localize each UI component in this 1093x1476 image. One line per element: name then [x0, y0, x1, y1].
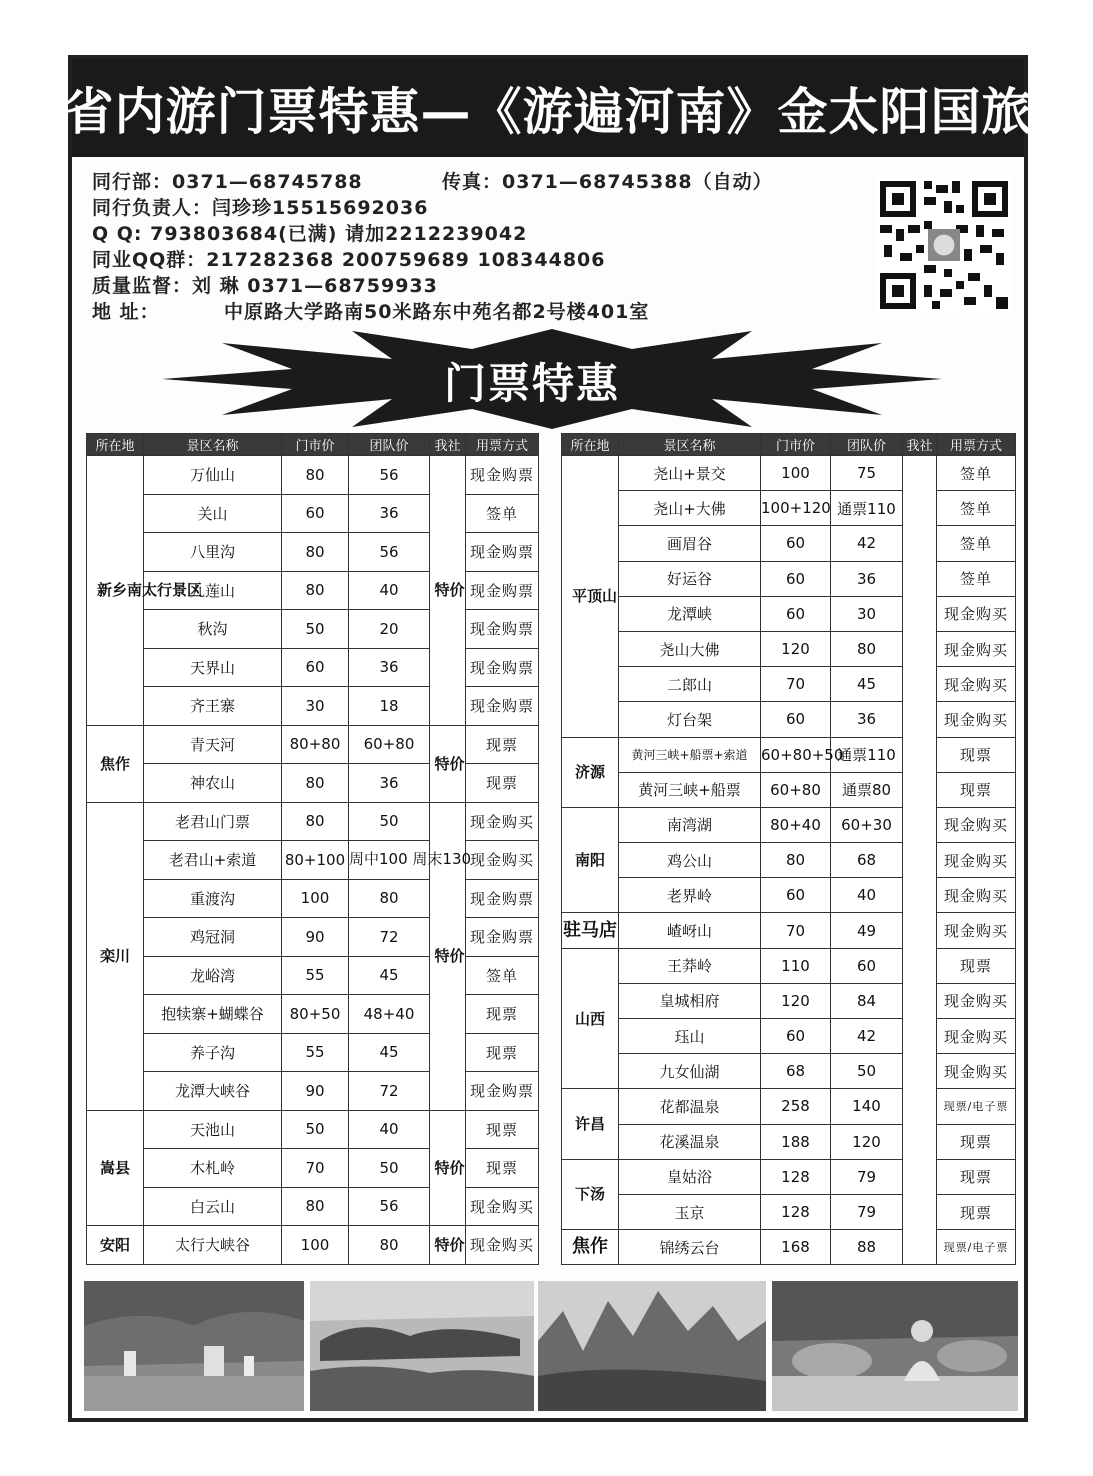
- contact-manager: 同行负责人：闫珍珍15515692036: [92, 197, 429, 219]
- scenic-name: 重渡沟: [144, 879, 282, 918]
- ticket-method: 现票: [466, 1033, 539, 1072]
- special-price-cell: [430, 802, 466, 1110]
- scenic-name: 皇城相府: [619, 983, 761, 1018]
- table-row: [562, 878, 1016, 913]
- table-row: [562, 843, 1016, 878]
- scenic-name: 秋沟: [144, 610, 282, 649]
- retail-price: 60+80: [761, 772, 831, 807]
- table-row: [562, 1089, 1016, 1124]
- scenic-name: 尧山+大佛: [619, 491, 761, 526]
- group-price: 通票110: [831, 737, 903, 772]
- group-price: 60+80: [349, 725, 430, 764]
- group-price: 20: [349, 610, 430, 649]
- table-row: [562, 491, 1016, 526]
- region-cell-text: 嵩县: [99, 1158, 130, 1177]
- retail-price: 128: [761, 1194, 831, 1229]
- region-cell-text: 济源: [574, 763, 605, 782]
- ticket-method: 现金购买: [937, 843, 1016, 878]
- ad-frame: [63, 55, 1033, 1422]
- region-cell: [87, 725, 144, 802]
- region-cell: [562, 807, 619, 913]
- contact-address: 中原路大学路南50米路东中苑名都2号楼401室: [224, 301, 650, 323]
- region-cell-text: 安阳: [99, 1235, 130, 1254]
- retail-price: 100: [761, 456, 831, 491]
- table-row: [562, 737, 1016, 772]
- scenic-name: 老界岭: [619, 878, 761, 913]
- scenic-name: 花都温泉: [619, 1089, 761, 1124]
- ticket-method: 现票: [937, 772, 1016, 807]
- retail-price: 50: [282, 610, 349, 649]
- table-row: [562, 1124, 1016, 1159]
- scenic-name: 灯台架: [619, 702, 761, 737]
- ticket-method: 现金购买: [466, 1226, 539, 1265]
- mountain-peaks-photo: [538, 1281, 766, 1411]
- contact-address-label: 地 址：: [92, 301, 160, 323]
- ticket-method: 现金购票: [466, 648, 539, 687]
- table-row: [87, 879, 539, 918]
- group-price: 通票80: [831, 772, 903, 807]
- table-row: [562, 561, 1016, 596]
- header-ticket-method: 用票方式: [937, 434, 1016, 456]
- table-row: [562, 1054, 1016, 1089]
- ticket-method: 现票: [466, 764, 539, 803]
- table-row: [562, 948, 1016, 983]
- scenic-name: 锦绣云台: [619, 1230, 761, 1265]
- table-row: [87, 918, 539, 957]
- retail-price: 60: [761, 878, 831, 913]
- table-row: [562, 983, 1016, 1018]
- ticket-method: 现票: [937, 1159, 1016, 1194]
- scenic-name: 万仙山: [144, 456, 282, 495]
- retail-price: 110: [761, 948, 831, 983]
- special-price-cell-text: 特价: [434, 581, 465, 600]
- retail-price: 70: [761, 667, 831, 702]
- group-price: 80: [349, 879, 430, 918]
- ticket-method: 现金购买: [937, 983, 1016, 1018]
- retail-price: 60: [761, 561, 831, 596]
- table-row: [562, 526, 1016, 561]
- group-price: 75: [831, 456, 903, 491]
- group-price: 56: [349, 533, 430, 572]
- retail-price: 60: [282, 494, 349, 533]
- group-price: 45: [349, 956, 430, 995]
- ticket-method: 现金购买: [937, 631, 1016, 666]
- region-cell: [87, 802, 144, 1110]
- group-price: 56: [349, 1187, 430, 1226]
- scenic-name: 尧山大佛: [619, 631, 761, 666]
- retail-price: 80: [282, 764, 349, 803]
- group-price: 36: [349, 648, 430, 687]
- scenic-name: 养子沟: [144, 1033, 282, 1072]
- region-cell: [562, 1159, 619, 1229]
- ticket-method: 现金购买: [937, 702, 1016, 737]
- retail-price: 120: [761, 983, 831, 1018]
- group-price: 36: [349, 764, 430, 803]
- group-price: 60: [831, 948, 903, 983]
- ticket-method: 现金购买: [466, 1187, 539, 1226]
- special-price-cell: [430, 725, 466, 802]
- group-price: 79: [831, 1194, 903, 1229]
- ticket-method: 现金购票: [466, 533, 539, 572]
- group-price: 周中100 周末130: [349, 841, 430, 880]
- table-header-row: [87, 434, 539, 456]
- retail-price: 55: [282, 956, 349, 995]
- table-row: [87, 995, 539, 1034]
- retail-price: 80: [282, 456, 349, 495]
- ticket-method: 签单: [466, 956, 539, 995]
- header-scenic-name: 景区名称: [619, 434, 761, 456]
- group-price: 120: [831, 1124, 903, 1159]
- ticket-method: 现票: [937, 1124, 1016, 1159]
- retail-price: 60: [761, 702, 831, 737]
- special-price-cell-text: 特价: [434, 947, 465, 965]
- table-row: [87, 764, 539, 803]
- scenic-name: 黄河三峡+船票: [619, 772, 761, 807]
- ticket-method: 现票/电子票: [937, 1230, 1016, 1265]
- scenic-name: 关山: [144, 494, 282, 533]
- scenic-name: 玉京: [619, 1194, 761, 1229]
- region-cell-text: 下汤: [574, 1185, 605, 1204]
- table-row: [87, 533, 539, 572]
- ticket-method: 现金购票: [466, 1072, 539, 1111]
- retail-price: 80: [282, 571, 349, 610]
- table-row: [87, 648, 539, 687]
- retail-price: 100+120: [761, 491, 831, 526]
- ticket-method: 签单: [937, 456, 1016, 491]
- header-our-agency: 我社: [903, 434, 937, 456]
- table-row: [87, 956, 539, 995]
- group-price: 40: [349, 1110, 430, 1149]
- ticket-method: 现票: [937, 948, 1016, 983]
- group-price: 56: [349, 456, 430, 495]
- scenic-name: 鸡冠洞: [144, 918, 282, 957]
- table-row: [562, 456, 1016, 491]
- ticket-method: 签单: [937, 491, 1016, 526]
- our-agency-cell: [903, 456, 937, 1265]
- retail-price: 90: [282, 918, 349, 957]
- scenic-name: 好运谷: [619, 561, 761, 596]
- region-cell-text: 山西: [574, 1009, 605, 1028]
- group-price: 84: [831, 983, 903, 1018]
- table-row: [562, 667, 1016, 702]
- special-price-cell-text: 特价: [434, 1158, 465, 1177]
- group-price: 72: [349, 1072, 430, 1111]
- table-row: [562, 1194, 1016, 1229]
- group-price: 42: [831, 1019, 903, 1054]
- scenic-name: 天池山: [144, 1110, 282, 1149]
- table-row: [562, 772, 1016, 807]
- ticket-method: 现金购票: [466, 610, 539, 649]
- ticket-method: 现金购买: [466, 802, 539, 841]
- ticket-method: 现金购票: [466, 918, 539, 957]
- region-cell-text: 平顶山: [572, 587, 618, 606]
- group-price: 48+40: [349, 995, 430, 1034]
- retail-price: 168: [761, 1230, 831, 1265]
- hot-spring-photo: [772, 1281, 1018, 1411]
- group-price: 36: [831, 702, 903, 737]
- region-cell-text: 许昌: [574, 1115, 605, 1134]
- ticket-method: 现票/电子票: [937, 1089, 1016, 1124]
- lake-islands-photo: [310, 1281, 534, 1411]
- table-row: [87, 802, 539, 841]
- scenic-name: 黄河三峡+船票+索道: [619, 737, 761, 772]
- retail-price: 80: [282, 802, 349, 841]
- header-group-price: 团队价: [831, 434, 903, 456]
- ticket-method: 现金购买: [937, 667, 1016, 702]
- contact-qq: Q Q: 793803684(已满) 请加2212239042: [92, 223, 528, 245]
- table-row: [87, 1110, 539, 1149]
- table-header-row: [562, 434, 1016, 456]
- header-location: 所在地: [87, 434, 144, 456]
- scenic-name: 嵖岈山: [619, 913, 761, 948]
- group-price: 42: [831, 526, 903, 561]
- ticket-method: 现金购买: [937, 913, 1016, 948]
- retail-price: 80+50: [282, 995, 349, 1034]
- ticket-method: 签单: [937, 561, 1016, 596]
- table-row: [562, 1019, 1016, 1054]
- scenic-name: 齐王寨: [144, 687, 282, 726]
- region-cell: [562, 456, 619, 738]
- right-ticket-table: [561, 433, 1016, 1265]
- table-row: [562, 1230, 1016, 1265]
- scenic-name: 珏山: [619, 1019, 761, 1054]
- scenic-name: 太行大峡谷: [144, 1226, 282, 1265]
- retail-price: 70: [761, 913, 831, 948]
- retail-price: 80: [761, 843, 831, 878]
- scenic-name: 画眉谷: [619, 526, 761, 561]
- scenic-name: 抱犊寨+蝴蝶谷: [144, 995, 282, 1034]
- table-row: [87, 456, 539, 495]
- header-group-price: 团队价: [349, 434, 430, 456]
- header-location: 所在地: [562, 434, 619, 456]
- header-retail-price: 门市价: [761, 434, 831, 456]
- table-row: [87, 725, 539, 764]
- retail-price: 55: [282, 1033, 349, 1072]
- group-price: 30: [831, 596, 903, 631]
- group-price: 40: [349, 571, 430, 610]
- scenic-name: 皇姑浴: [619, 1159, 761, 1194]
- ticket-burst-title: 门票特惠: [443, 359, 620, 408]
- ticket-method: 现票: [466, 1110, 539, 1149]
- retail-price: 30: [282, 687, 349, 726]
- retail-price: 258: [761, 1089, 831, 1124]
- scenic-name: 尧山+景交: [619, 456, 761, 491]
- table-row: [87, 687, 539, 726]
- scenic-name: 九莲山: [144, 571, 282, 610]
- special-price-cell: [430, 1110, 466, 1226]
- ticket-method: 现票: [937, 737, 1016, 772]
- scenic-name: 花溪温泉: [619, 1124, 761, 1159]
- scenic-name: 鸡公山: [619, 843, 761, 878]
- group-price: 49: [831, 913, 903, 948]
- region-cell: [87, 456, 203, 726]
- retail-price: 80+40: [761, 807, 831, 842]
- ticket-method: 现金购买: [937, 1019, 1016, 1054]
- header-our-agency: 我社: [430, 434, 466, 456]
- scenic-name: 九女仙湖: [619, 1054, 761, 1089]
- scenic-name: 白云山: [144, 1187, 282, 1226]
- scenic-name: 南湾湖: [619, 807, 761, 842]
- retail-price: 68: [761, 1054, 831, 1089]
- scenic-name: 二郎山: [619, 667, 761, 702]
- region-cell: [562, 948, 619, 1089]
- table-row: [87, 1226, 539, 1265]
- page-title: 省内游门票特惠—《游遍河南》金太阳国旅: [72, 59, 1024, 157]
- retail-price: 60: [761, 1019, 831, 1054]
- header-retail-price: 门市价: [282, 434, 349, 456]
- ticket-method: 现金购买: [937, 596, 1016, 631]
- ticket-method: 现金购票: [466, 687, 539, 726]
- scenic-name: 龙潭大峡谷: [144, 1072, 282, 1111]
- retail-price: 100: [282, 1226, 349, 1265]
- retail-price: 100: [282, 879, 349, 918]
- ticket-method: 现票: [466, 995, 539, 1034]
- contact-fax: 传真：0371—68745388（自动）: [442, 171, 773, 193]
- scenic-name: 木札岭: [144, 1149, 282, 1188]
- special-price-cell-text: 特价: [434, 754, 465, 773]
- scenic-name: 王莽岭: [619, 948, 761, 983]
- table-row: [87, 1149, 539, 1188]
- retail-price: 80+80: [282, 725, 349, 764]
- scenic-name: 龙峪湾: [144, 956, 282, 995]
- region-cell-text: 焦作: [99, 754, 130, 773]
- region-cell: [87, 1226, 144, 1265]
- ticket-method: 现金购买: [937, 807, 1016, 842]
- ticket-method: 现票: [937, 1194, 1016, 1229]
- special-price-cell-text: 特价: [434, 1235, 465, 1254]
- ticket-method: 签单: [937, 526, 1016, 561]
- group-price: 72: [349, 918, 430, 957]
- contact-dept-phone: 同行部：0371—68745788: [92, 171, 363, 193]
- region-cell-text: 南阳: [574, 851, 605, 870]
- group-price: 79: [831, 1159, 903, 1194]
- ticket-method: 现金购票: [466, 571, 539, 610]
- group-price: 50: [831, 1054, 903, 1089]
- retail-price: 60: [282, 648, 349, 687]
- ticket-method: 现金购买: [937, 878, 1016, 913]
- group-price: 88: [831, 1230, 903, 1265]
- scenic-name: 天界山: [144, 648, 282, 687]
- table-row: [562, 1159, 1016, 1194]
- ticket-method: 签单: [466, 494, 539, 533]
- group-price: 50: [349, 802, 430, 841]
- ticket-method: 现票: [466, 725, 539, 764]
- group-price: 140: [831, 1089, 903, 1124]
- region-cell-text: 新乡南太行景区: [97, 581, 203, 600]
- group-price: 50: [349, 1149, 430, 1188]
- table-row: [87, 1072, 539, 1111]
- retail-price: 50: [282, 1110, 349, 1149]
- scenic-name: 老君山+索道: [144, 841, 282, 880]
- region-cell: [562, 737, 619, 807]
- group-price: 18: [349, 687, 430, 726]
- group-price: 68: [831, 843, 903, 878]
- group-price: 60+30: [831, 807, 903, 842]
- region-cell-text: 焦作: [572, 1236, 608, 1258]
- table-row: [87, 1187, 539, 1226]
- region-cell-text: 驻马店: [563, 919, 617, 941]
- group-price: 45: [349, 1033, 430, 1072]
- group-price: 45: [831, 667, 903, 702]
- header-scenic-name: 景区名称: [144, 434, 282, 456]
- retail-price: 60+80+50: [761, 737, 831, 772]
- special-price-cell: [430, 456, 466, 726]
- group-price: 36: [349, 494, 430, 533]
- retail-price: 70: [282, 1149, 349, 1188]
- region-cell-text: 栾川: [99, 947, 130, 965]
- scenic-name: 神农山: [144, 764, 282, 803]
- table-row: [562, 596, 1016, 631]
- left-ticket-table: [86, 433, 539, 1265]
- group-price: 40: [831, 878, 903, 913]
- table-row: [87, 610, 539, 649]
- retail-price: 80: [282, 1187, 349, 1226]
- ticket-method: 现金购票: [466, 456, 539, 495]
- retail-price: 80: [282, 533, 349, 572]
- table-row: [87, 841, 539, 880]
- scenic-name: 老君山门票: [144, 802, 282, 841]
- group-price: 80: [349, 1226, 430, 1265]
- contact-qq-groups: 同业QQ群：217282368 200759689 108344806: [92, 249, 606, 271]
- ticket-method: 现金购买: [466, 841, 539, 880]
- waterfall-photo: [84, 1281, 304, 1411]
- retail-price: 60: [761, 526, 831, 561]
- special-price-cell: [430, 1226, 466, 1265]
- qr-code-icon: [876, 177, 1012, 313]
- header-ticket-method: 用票方式: [466, 434, 539, 456]
- ticket-method: 现金购票: [466, 879, 539, 918]
- ticket-method: 现票: [466, 1149, 539, 1188]
- group-price: 80: [831, 631, 903, 666]
- retail-price: 120: [761, 631, 831, 666]
- table-row: [562, 807, 1016, 842]
- table-row: [87, 494, 539, 533]
- table-row: [562, 913, 1016, 948]
- scenic-name: 八里沟: [144, 533, 282, 572]
- region-cell: [562, 913, 619, 948]
- region-cell: [562, 1089, 619, 1159]
- retail-price: 80+100: [282, 841, 349, 880]
- ticket-method: 现金购买: [937, 1054, 1016, 1089]
- retail-price: 90: [282, 1072, 349, 1111]
- group-price: 通票110: [831, 491, 903, 526]
- retail-price: 188: [761, 1124, 831, 1159]
- scenic-name: 龙潭峡: [619, 596, 761, 631]
- retail-price: 128: [761, 1159, 831, 1194]
- group-price: 36: [831, 561, 903, 596]
- table-row: [562, 702, 1016, 737]
- region-cell: [87, 1110, 144, 1226]
- table-row: [562, 631, 1016, 666]
- contact-quality: 质量监督：刘 琳 0371—68759933: [92, 275, 438, 297]
- retail-price: 60: [761, 596, 831, 631]
- region-cell: [562, 1230, 619, 1265]
- scenic-name: 青天河: [144, 725, 282, 764]
- table-row: [87, 1033, 539, 1072]
